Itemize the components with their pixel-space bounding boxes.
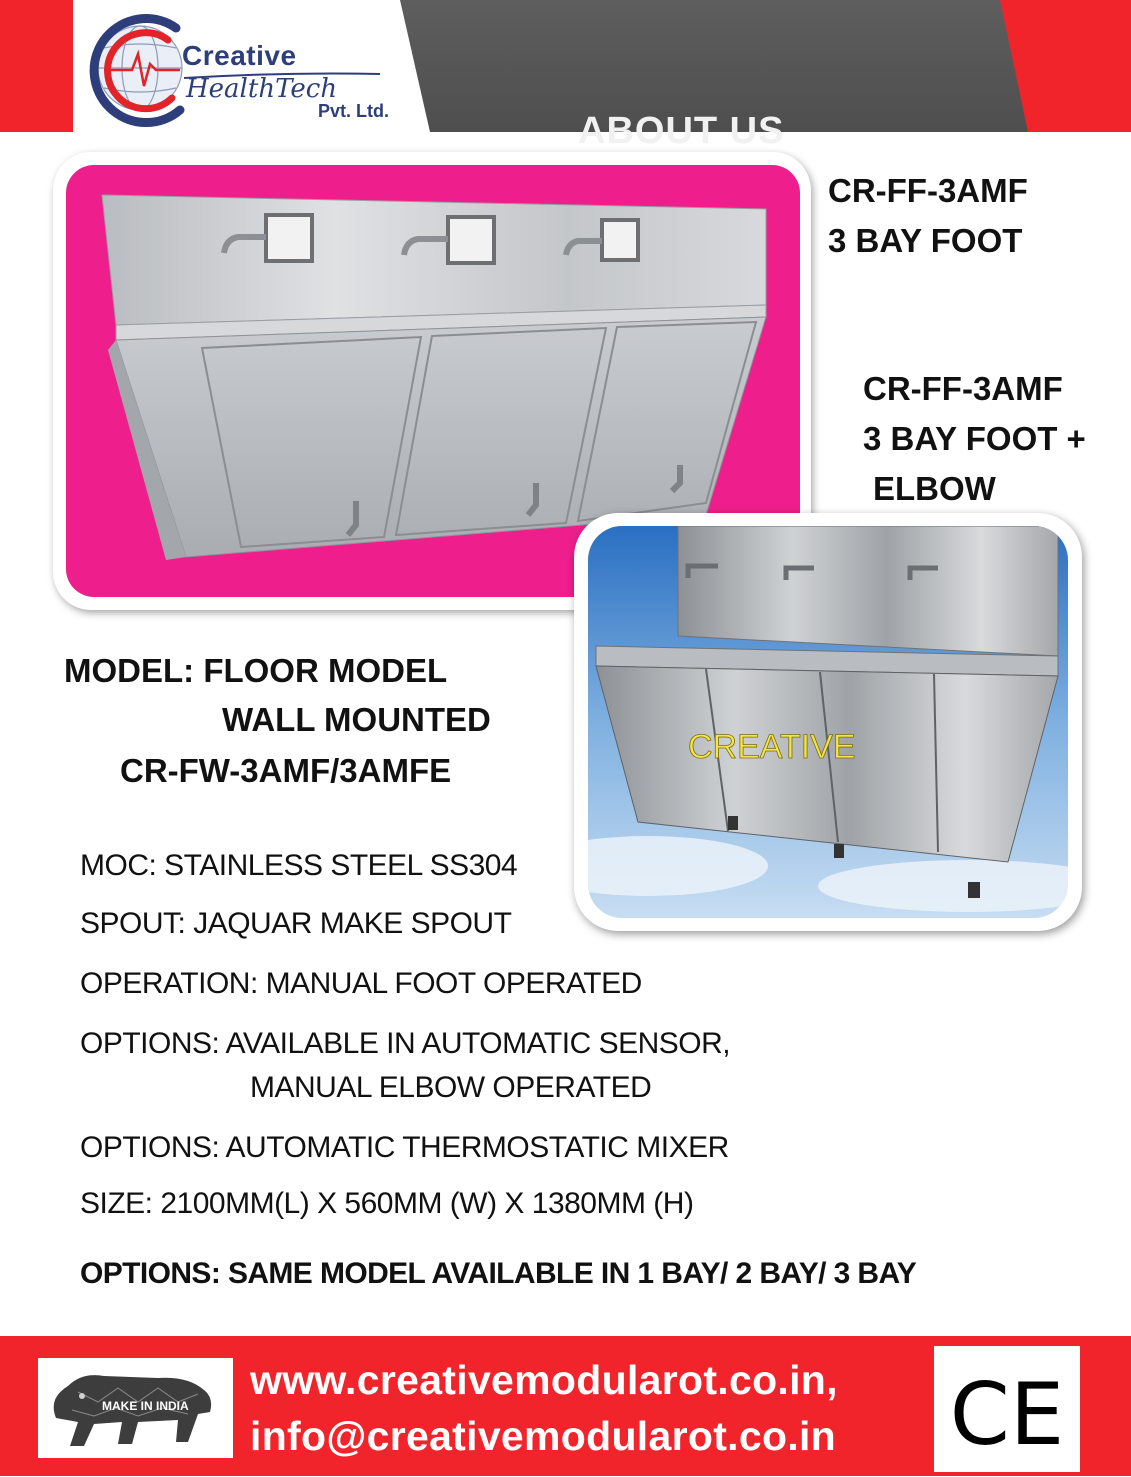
product-photo-2-sink — [588, 526, 1068, 918]
spec-options-3: OPTIONS: SAME MODEL AVAILABLE IN 1 BAY/ 2 BAY/ 3 BAY — [80, 1257, 917, 1290]
ghost-heading: ABOUT US — [578, 110, 785, 152]
make-in-india-badge — [38, 1358, 233, 1458]
make-in-india-lion-icon — [38, 1358, 233, 1458]
logo-name-line3: Pvt. Ltd. — [318, 101, 389, 121]
model-line-2: WALL MOUNTED — [222, 701, 491, 738]
spec-options-2: OPTIONS: AUTOMATIC THERMOSTATIC MIXER — [80, 1131, 729, 1164]
spec-size: SIZE: 2100MM(L) X 560MM (W) X 1380MM (H) — [80, 1187, 694, 1220]
footer-email-link[interactable]: info@creativemodularot.co.in — [250, 1413, 837, 1459]
spec-options-1-line2: MANUAL ELBOW OPERATED — [250, 1071, 652, 1104]
product-2-name-line2: ELBOW — [873, 470, 996, 507]
spec-options-1-line1: OPTIONS: AVAILABLE IN AUTOMATIC SENSOR, — [80, 1027, 731, 1060]
product-2-code: CR-FF-3AMF — [863, 370, 1063, 407]
spec-operation: OPERATION: MANUAL FOOT OPERATED — [80, 967, 642, 1000]
spec-moc: MOC: STAINLESS STEEL SS304 — [80, 849, 518, 882]
ce-mark-text: CE — [949, 1365, 1065, 1465]
ce-mark-badge — [934, 1346, 1080, 1472]
spec-spout: SPOUT: JAQUAR MAKE SPOUT — [80, 907, 512, 940]
product-2-name-line1: 3 BAY FOOT + — [863, 420, 1086, 457]
model-line-1: MODEL: FLOOR MODEL — [64, 652, 448, 689]
footer-website-link[interactable]: www.creativemodularot.co.in, — [250, 1357, 838, 1403]
photo-2-watermark: CREATIVE — [688, 728, 856, 766]
ce-mark-icon — [934, 1346, 1080, 1472]
make-in-india-text: MAKE IN INDIA — [102, 1399, 189, 1413]
product-1-name: 3 BAY FOOT — [828, 222, 1023, 259]
product-1-code: CR-FF-3AMF — [828, 172, 1028, 209]
model-line-3: CR-FW-3AMF/3AMFE — [120, 752, 452, 789]
logo-name-line2: HealthTech — [186, 74, 338, 104]
logo-name-line1: Creative — [182, 40, 297, 71]
header-red-band-left — [0, 0, 73, 132]
